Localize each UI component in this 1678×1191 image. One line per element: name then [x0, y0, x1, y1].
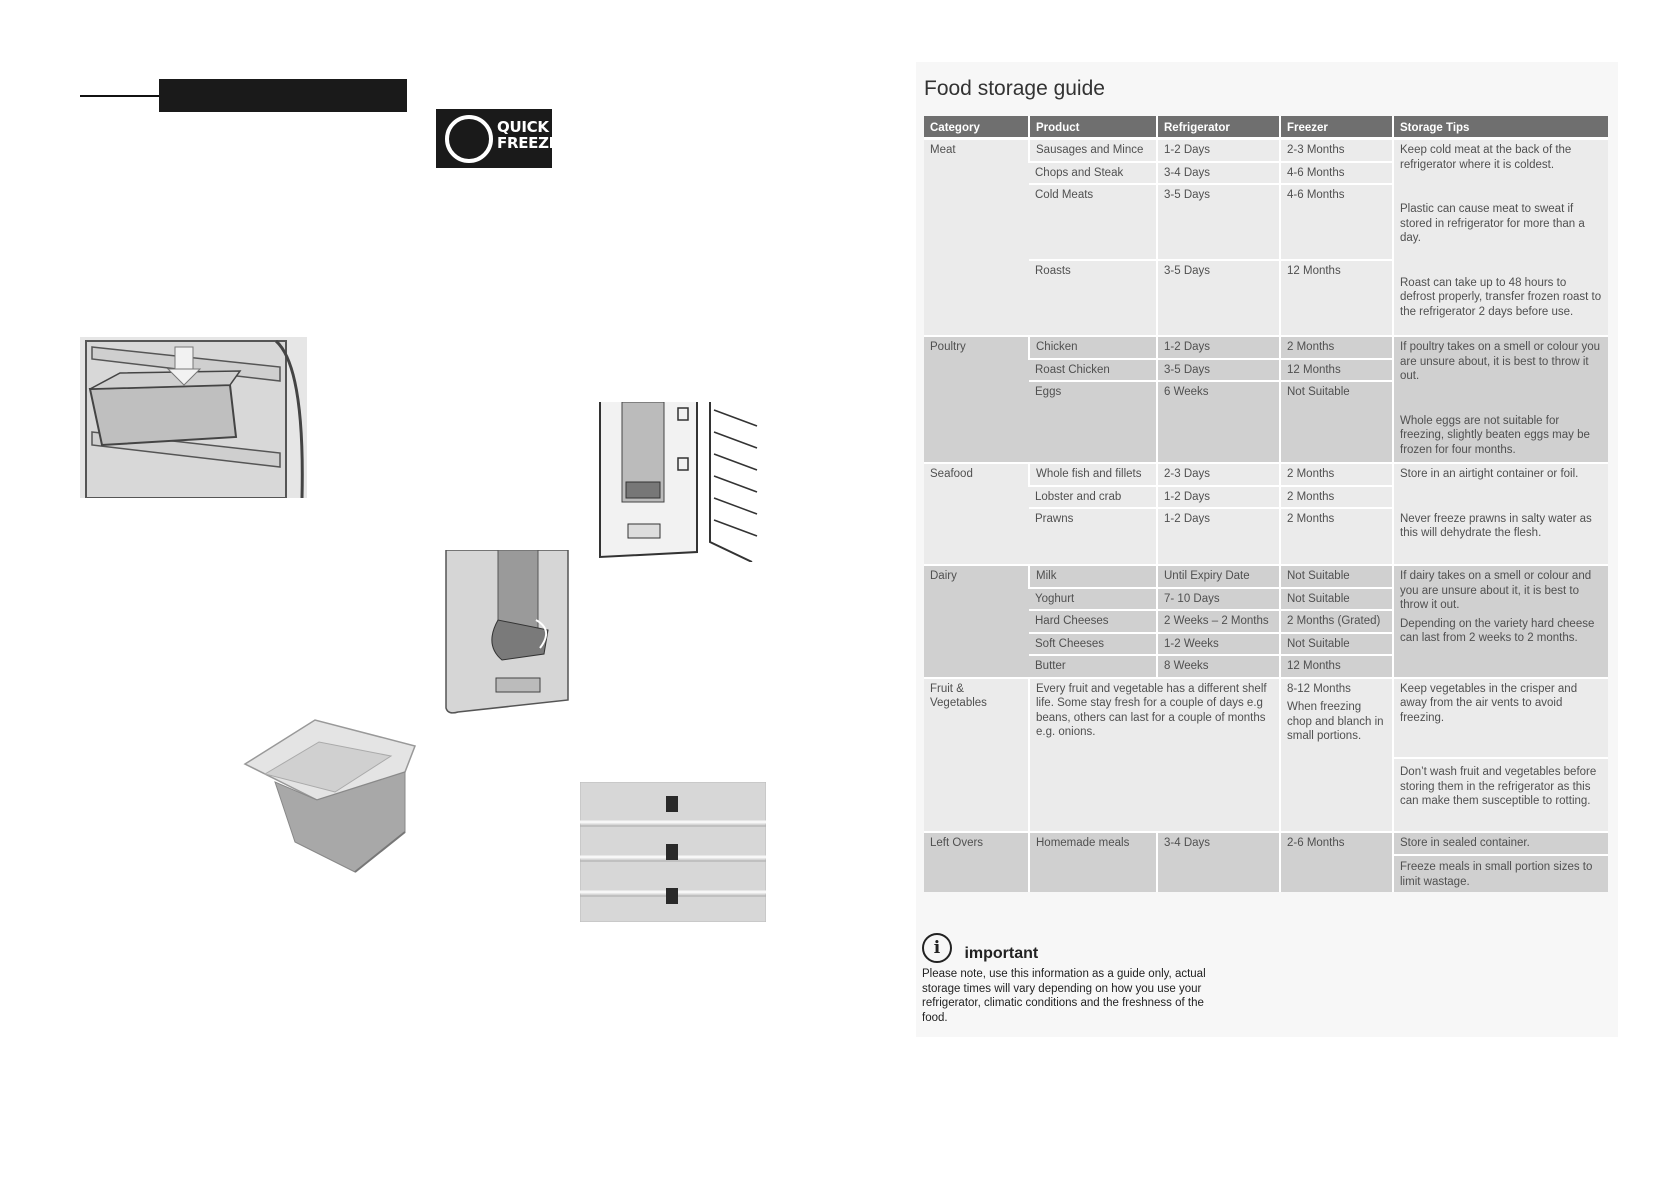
quick-freeze-line1: QUICK: [497, 118, 549, 136]
product-cell: Homemade meals: [1029, 832, 1157, 893]
refrigerator-cell: 2 Weeks – 2 Months: [1157, 610, 1280, 633]
product-cell: Butter: [1029, 655, 1157, 678]
tip-text: Keep vegetables in the crisper and away from the air vents to avoid freezing.: [1400, 682, 1578, 724]
refrigerator-cell: 2-3 Days: [1157, 463, 1280, 486]
table-row: [924, 463, 1608, 486]
refrigerator-cell: 1-2 Days: [1157, 139, 1280, 162]
tips-cell: [1393, 336, 1608, 463]
category-cell: Fruit & Vegetables: [924, 678, 1029, 832]
column-header: Refrigerator: [1157, 116, 1280, 139]
product-cell: Yoghurt: [1029, 588, 1157, 611]
tip-text: Store in an airtight container or foil.: [1400, 468, 1579, 480]
refrigerator-cell: 3-5 Days: [1157, 184, 1280, 260]
freezer-cell: 2 Months: [1280, 463, 1393, 486]
freezer-cell: 2 Months: [1280, 508, 1393, 565]
refrigerator-cell: 3-5 Days: [1157, 260, 1280, 336]
refrigerator-cell: 1-2 Weeks: [1157, 633, 1280, 656]
tip-text: Freeze meals in small portion sizes to limit wastage.: [1394, 854, 1608, 889]
product-cell: Roast Chicken: [1029, 359, 1157, 382]
freezer-cell: 2 Months (Grated): [1280, 610, 1393, 633]
product-cell: Cold Meats: [1029, 184, 1157, 260]
door-bin-drawing: [80, 337, 307, 498]
freezer-cell: 2 Months: [1280, 336, 1393, 359]
freezer-cell: [1280, 678, 1393, 832]
table-row: [924, 832, 1608, 893]
product-cell: Roasts: [1029, 260, 1157, 336]
freezer-cell: Not Suitable: [1280, 588, 1393, 611]
food-storage-guide-page: [916, 62, 1618, 1037]
quick-freeze-line2: FREEZE: [497, 134, 559, 152]
refrigerator-cell: 3-4 Days: [1157, 832, 1280, 893]
refrigerator-cell: 8 Weeks: [1157, 655, 1280, 678]
table-header-row: [924, 116, 1608, 139]
product-cell: Chops and Steak: [1029, 162, 1157, 185]
tip-text: Never freeze prawns in salty water as this will dehydrate the flesh.: [1400, 512, 1592, 539]
freezer-note: When freezing chop and blanch in small portions.: [1287, 701, 1384, 742]
filter-cover-illustration: [444, 550, 570, 718]
column-header: Product: [1029, 116, 1157, 139]
column-header: Freezer: [1280, 116, 1393, 139]
tips-cell: [1393, 678, 1608, 832]
product-cell: Milk: [1029, 565, 1157, 588]
table-row: [924, 336, 1608, 359]
freezer-cell: 12 Months: [1280, 260, 1393, 336]
tip-text: If dairy takes on a smell or colour and you are unsure about it, it is best to throw it out.: [1400, 570, 1592, 611]
tip-text: Keep cold meat at the back of the refrigerator where it is coldest.: [1400, 144, 1572, 171]
quick-freeze-circle-icon: [445, 115, 493, 163]
category-cell: Poultry: [924, 336, 1029, 463]
crisper-drawer-illustration: [235, 712, 419, 875]
tip-text: Store in sealed container.: [1400, 836, 1530, 849]
tips-cell: [1393, 565, 1608, 678]
filter-cover-drawing: [444, 550, 570, 718]
product-cell: Hard Cheeses: [1029, 610, 1157, 633]
freezer-cell: Not Suitable: [1280, 381, 1393, 463]
table-row: [924, 139, 1608, 162]
category-cell: Seafood: [924, 463, 1029, 565]
product-cell: Lobster and crab: [1029, 486, 1157, 509]
freezer-value: 8-12 Months: [1287, 682, 1351, 695]
freezer-cell: 2 Months: [1280, 486, 1393, 509]
important-note: [922, 933, 1222, 1025]
freezer-cell: Not Suitable: [1280, 565, 1393, 588]
product-cell: Sausages and Mince: [1029, 139, 1157, 162]
refrigerator-cell: 1-2 Days: [1157, 336, 1280, 359]
freezer-cell: 2-3 Months: [1280, 139, 1393, 162]
product-cell: Chicken: [1029, 336, 1157, 359]
freezer-cell: 4-6 Months: [1280, 162, 1393, 185]
category-cell: Dairy: [924, 565, 1029, 678]
tip-text: Roast can take up to 48 hours to defrost properly, transfer frozen roast to the refrigerator 2 days before use.: [1400, 276, 1602, 318]
tip-text: Plastic can cause meat to sweat if stored in refrigerator for more than a day.: [1400, 203, 1585, 244]
info-icon: i: [922, 933, 952, 963]
table-row: [924, 565, 1608, 588]
refrigerator-cell: 3-5 Days: [1157, 359, 1280, 382]
crisper-drawer-drawing: [235, 712, 419, 875]
freezer-cell: 12 Months: [1280, 359, 1393, 382]
refrigerator-cell: 3-4 Days: [1157, 162, 1280, 185]
product-cell: Whole fish and fillets: [1029, 463, 1157, 486]
quick-freeze-badge: [436, 109, 559, 168]
tips-cell: [1393, 832, 1608, 893]
tip-text: Depending on the variety hard cheese can last from 2 weeks to 2 months.: [1400, 617, 1595, 644]
refrigerator-cell: 1-2 Days: [1157, 508, 1280, 565]
category-cell: Meat: [924, 139, 1029, 337]
refrigerator-cell: 7- 10 Days: [1157, 588, 1280, 611]
glass-shelves-illustration: [580, 782, 766, 922]
refrigerator-cell: 6 Weeks: [1157, 381, 1280, 463]
category-cell: Left Overs: [924, 832, 1029, 893]
product-cell: Prawns: [1029, 508, 1157, 565]
tip-text: Don’t wash fruit and vegetables before storing them in the refrigerator as this can make them susceptible to rotting.: [1394, 757, 1608, 809]
column-header: Category: [924, 116, 1029, 139]
refrigerator-cell: 1-2 Days: [1157, 486, 1280, 509]
glass-shelves-drawing: [580, 782, 766, 922]
product-cell: Eggs: [1029, 381, 1157, 463]
page-title: Food storage guide: [924, 77, 1105, 100]
freezer-cell: 4-6 Months: [1280, 184, 1393, 260]
product-cell: Soft Cheeses: [1029, 633, 1157, 656]
freezer-door-illustration: [592, 402, 764, 562]
header-rule: [80, 95, 160, 97]
important-heading: important: [964, 945, 1039, 962]
freezer-door-drawing: [592, 402, 764, 562]
freezer-cell: 2-6 Months: [1280, 832, 1393, 893]
tip-text: If poultry takes on a smell or colour you are unsure about, it is best to throw it out.: [1400, 341, 1601, 382]
food-storage-table: [924, 116, 1608, 892]
column-header: Storage Tips: [1393, 116, 1608, 139]
door-bin-illustration: [80, 337, 307, 498]
important-body: Please note, use this information as a guide only, actual storage times will vary depending on how you use your refrigerator, climatic conditions and the freshness of the food.: [922, 968, 1206, 1024]
tips-cell: [1393, 463, 1608, 565]
table-row: [924, 678, 1608, 832]
section-header-bar: [159, 79, 407, 112]
product-cell: Every fruit and vegetable has a different shelf life. Some stay fresh for a couple of days e.g beans, others can last for a couple of months e.g. onions.: [1029, 678, 1280, 832]
freezer-cell: Not Suitable: [1280, 633, 1393, 656]
freezer-cell: 12 Months: [1280, 655, 1393, 678]
refrigerator-cell: Until Expiry Date: [1157, 565, 1280, 588]
tips-cell: [1393, 139, 1608, 337]
tip-text: Whole eggs are not suitable for freezing, slightly beaten eggs may be frozen for four months.: [1400, 414, 1590, 456]
